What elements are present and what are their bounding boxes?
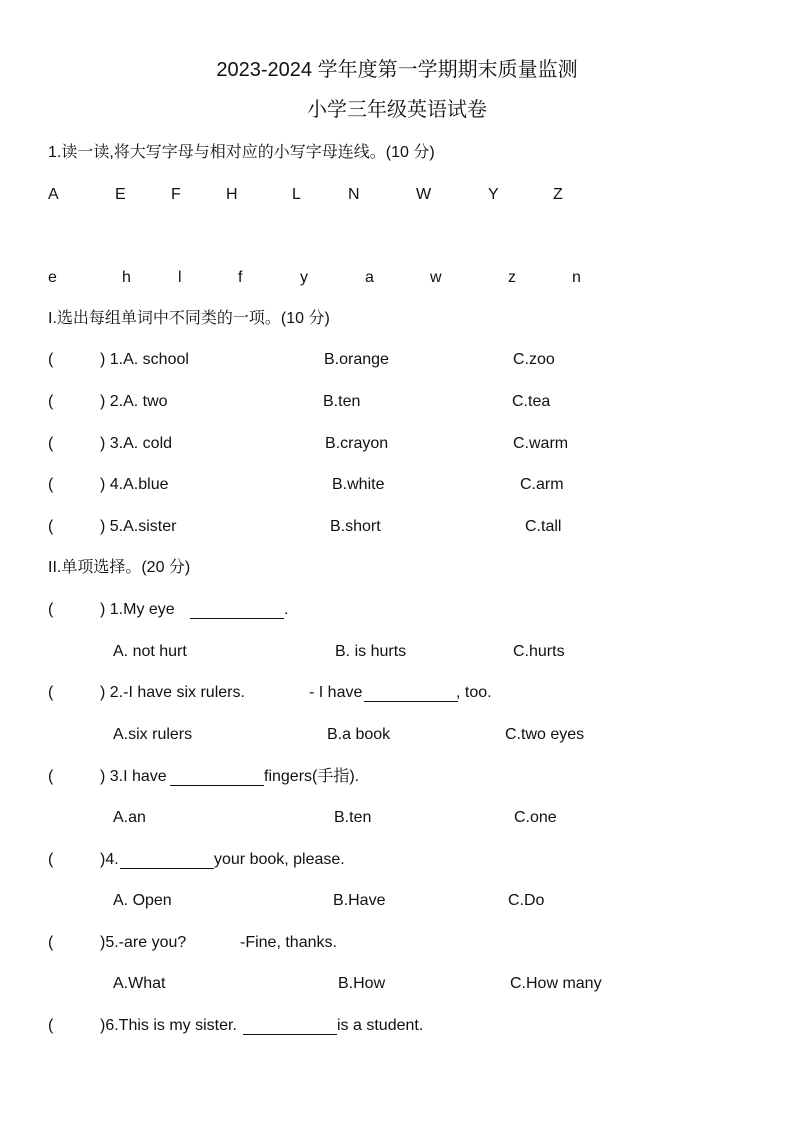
option-b: B.Have xyxy=(333,892,386,909)
option-b: B.How xyxy=(338,975,386,992)
question-stem: ) 2.-I have six rulers. xyxy=(100,684,245,701)
uppercase-letter: E xyxy=(115,186,126,203)
option-c: C.tall xyxy=(525,518,562,535)
lowercase-letter: e xyxy=(48,269,57,286)
question-stem: ) 1.My eye xyxy=(100,601,175,618)
option-b: B. is hurts xyxy=(335,643,407,660)
option-b: B.ten xyxy=(334,809,372,826)
lowercase-letter: z xyxy=(508,269,516,286)
lowercase-letter: f xyxy=(238,269,243,286)
question-end: , too. xyxy=(456,684,492,701)
option-a: A.What xyxy=(113,975,166,992)
option-b: B.a book xyxy=(327,726,391,743)
answer-bracket: ( xyxy=(48,684,54,701)
uppercase-letter: Z xyxy=(553,186,563,203)
answer-bracket: ( xyxy=(48,518,54,535)
question-text: ) 3.A. cold xyxy=(100,435,173,452)
exam-subtitle: 小学三年级英语试卷 xyxy=(307,99,487,121)
question-text: ) 4.A.blue xyxy=(100,476,169,493)
answer-blank xyxy=(120,867,214,869)
answer-bracket: ( xyxy=(48,768,54,785)
exam-title: 2023-2024 学年度第一学期期末质量监测 xyxy=(216,59,578,81)
option-c: C.zoo xyxy=(513,351,555,368)
option-b: B.ten xyxy=(323,393,361,410)
option-c: C.two eyes xyxy=(505,726,585,743)
lowercase-letter: h xyxy=(122,269,131,286)
question-end: fingers(手指). xyxy=(264,768,360,785)
option-b: B.short xyxy=(330,518,381,535)
option-a: A. Open xyxy=(113,892,172,909)
lowercase-letter: l xyxy=(178,269,182,286)
question-reply: - I have xyxy=(309,684,363,701)
option-c: C.tea xyxy=(512,393,551,410)
question-stem: )5.-are you? xyxy=(100,934,187,951)
uppercase-letter: Y xyxy=(488,186,499,203)
option-c: C.Do xyxy=(508,892,545,909)
option-c: C.arm xyxy=(520,476,564,493)
answer-bracket: ( xyxy=(48,393,54,410)
uppercase-letter: L xyxy=(292,186,301,203)
option-b: B.crayon xyxy=(325,435,389,452)
uppercase-letter: N xyxy=(348,186,360,203)
question-stem: ) 3.I have xyxy=(100,768,167,785)
part1-instruction: 1.读一读,将大写字母与相对应的小写字母连线。(10 分) xyxy=(48,144,435,161)
lowercase-letter: n xyxy=(572,269,581,286)
answer-blank xyxy=(364,700,458,702)
option-a: A.six rulers xyxy=(113,726,193,743)
option-c: C.How many xyxy=(510,975,602,992)
part2-instruction: I.选出每组单词中不同类的一项。(10 分) xyxy=(48,310,330,327)
question-end: . xyxy=(284,601,289,618)
answer-blank xyxy=(170,784,264,786)
option-b: B.orange xyxy=(324,351,389,368)
question-end: is a student. xyxy=(337,1017,424,1034)
question-stem: )6.This is my sister. xyxy=(100,1017,237,1034)
answer-bracket: ( xyxy=(48,476,54,493)
uppercase-letter: W xyxy=(416,186,432,203)
option-c: C.warm xyxy=(513,435,569,452)
question-stem: )4. xyxy=(100,851,119,868)
lowercase-letter: w xyxy=(430,269,442,286)
question-text: ) 2.A. two xyxy=(100,393,168,410)
uppercase-letter: H xyxy=(226,186,238,203)
answer-bracket: ( xyxy=(48,934,54,951)
question-text: ) 1.A. school xyxy=(100,351,189,368)
answer-bracket: ( xyxy=(48,351,54,368)
lowercase-letter: a xyxy=(365,269,374,286)
option-c: C.one xyxy=(514,809,557,826)
answer-blank xyxy=(243,1033,337,1035)
answer-bracket: ( xyxy=(48,1017,54,1034)
question-text: ) 5.A.sister xyxy=(100,518,177,535)
option-b: B.white xyxy=(332,476,385,493)
question-reply: -Fine, thanks. xyxy=(240,934,337,951)
answer-bracket: ( xyxy=(48,601,54,618)
option-a: A. not hurt xyxy=(113,643,187,660)
option-a: A.an xyxy=(113,809,146,826)
answer-bracket: ( xyxy=(48,851,54,868)
part3-instruction: II.单项选择。(20 分) xyxy=(48,559,191,576)
option-c: C.hurts xyxy=(513,643,565,660)
lowercase-letter: y xyxy=(300,269,308,286)
uppercase-letter: A xyxy=(48,186,59,203)
answer-blank xyxy=(190,617,284,619)
question-end: your book, please. xyxy=(214,851,345,868)
uppercase-letter: F xyxy=(171,186,181,203)
answer-bracket: ( xyxy=(48,435,54,452)
